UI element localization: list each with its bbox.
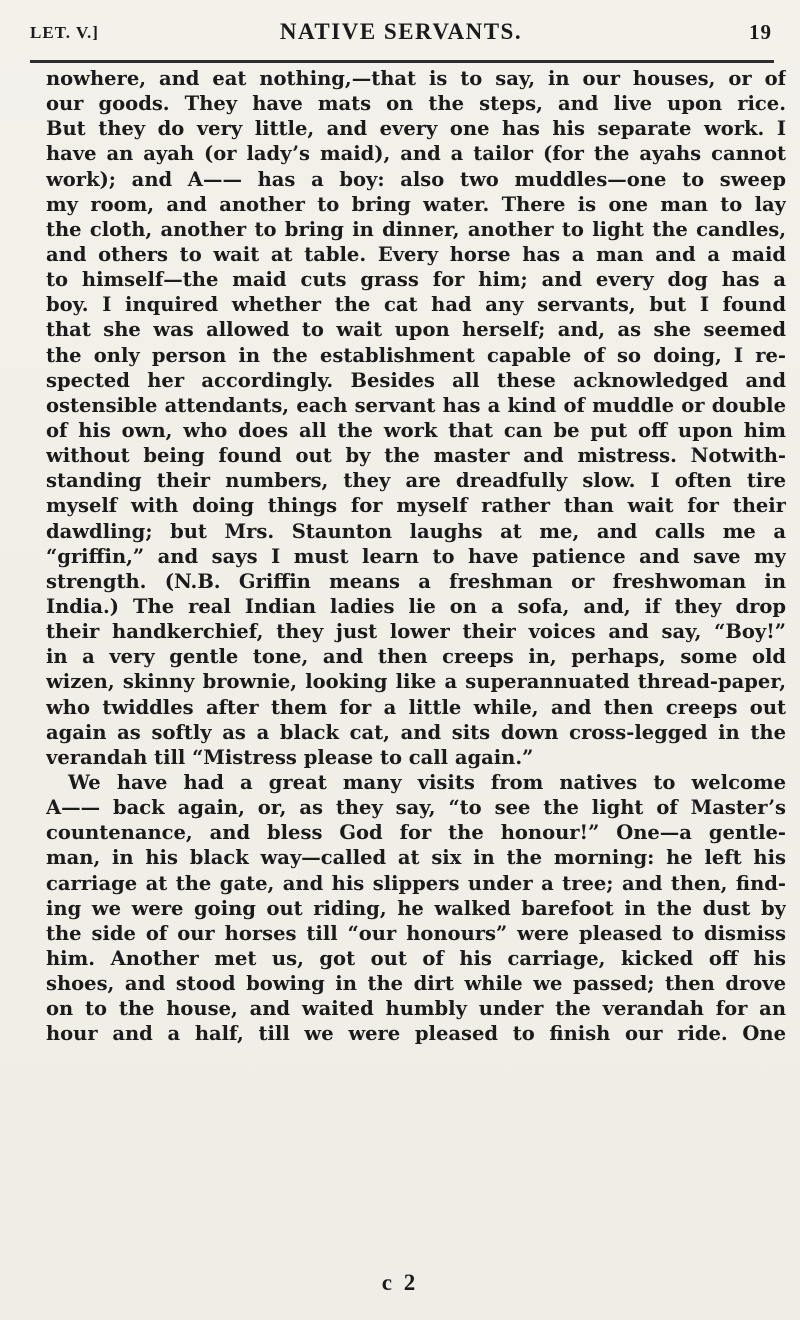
- text-line: hour and a half, till we were pleased to finish our ride. One: [46, 1022, 786, 1046]
- text-line: him. Another met us, got out of his carriage, kicked off his: [46, 946, 786, 970]
- text-line: who twiddles after them for a little while, and then creeps out: [46, 695, 786, 719]
- signature-mark: c 2: [381, 1270, 419, 1295]
- page-title: NATIVE SERVANTS.: [279, 19, 523, 44]
- text-line: nowhere, and eat nothing,—that is to say, in our houses, or of: [46, 67, 786, 90]
- text-line: of his own, who does all the work that can be put off upon him: [46, 418, 786, 442]
- text-line: our goods. They have mats on the steps, and live upon rice.: [46, 92, 786, 116]
- text-line: man, in his black way—called at six in the morning: he left his: [46, 846, 786, 870]
- text-line: verandah till “Mistress please to call again.”: [46, 745, 534, 769]
- text-line: and others to wait at table. Every horse has a man and a maid: [46, 242, 786, 266]
- text-line: that she was allowed to wait upon herself; and, as she seemed: [46, 318, 786, 342]
- text-line: without being found out by the master and mistress. Notwith-: [46, 444, 786, 468]
- text-line: wizen, skinny brownie, looking like a superannuated thread-paper,: [46, 670, 786, 694]
- text-line: spected her accordingly. Besides all these acknowledged and: [46, 368, 786, 392]
- text-line: their handkerchief, they just lower their voices and say, “Boy!”: [46, 620, 786, 644]
- text-line: again as softly as a black cat, and sits down cross-legged in the: [46, 720, 786, 744]
- text-line: shoes, and stood bowing in the dirt while we passed; then drove: [46, 972, 786, 996]
- text-line: on to the house, and waited humbly under the verandah for an: [46, 997, 786, 1021]
- running-head: [30, 10, 772, 54]
- text-line: to himself—the maid cuts grass for him; and every dog has a: [46, 268, 786, 292]
- body-text: [46, 66, 786, 1046]
- text-line: standing their numbers, they are dreadfully slow. I often tire: [46, 469, 786, 493]
- page-number: 19: [749, 20, 772, 44]
- text-line: But they do very little, and every one has his separate work. I: [46, 117, 786, 141]
- text-line: boy. I inquired whether the cat had any servants, but I found: [46, 293, 786, 317]
- text-line: myself with doing things for myself rather than wait for their: [46, 494, 786, 518]
- text-line: “griffin,” and says I must learn to have patience and save my: [46, 544, 786, 568]
- text-line: in a very gentle tone, and then creeps in, perhaps, some old: [46, 645, 786, 669]
- text-line: the cloth, another to bring in dinner, another to light the candles,: [46, 217, 786, 241]
- text-line: work); and A—— has a boy: also two muddles—one to sweep: [46, 167, 786, 191]
- text-line: countenance, and bless God for the honour!” One—a gentle-: [46, 821, 786, 845]
- text-line: dawdling; but Mrs. Staunton laughs at me, and calls me a: [46, 519, 786, 543]
- letter-number: LET. V.]: [30, 23, 99, 42]
- text-line: strength. (N.B. Griffin means a freshman or freshwoman in: [46, 569, 786, 593]
- text-line: the side of our horses till “our honours” were pleased to dismiss: [46, 921, 786, 945]
- text-line: carriage at the gate, and his slippers under a tree; and then, find-: [46, 871, 786, 895]
- text-line: the only person in the establishment capable of so doing, I re-: [46, 343, 786, 367]
- header-rule: [30, 60, 774, 63]
- text-line: my room, and another to bring water. There is one man to lay: [46, 192, 786, 216]
- text-line: We have had a great many visits from natives to welcome: [68, 770, 786, 794]
- text-line: A—— back again, or, as they say, “to see the light of Master’s: [46, 796, 786, 820]
- text-line: ostensible attendants, each servant has a kind of muddle or double: [46, 393, 786, 417]
- text-line: India.) The real Indian ladies lie on a sofa, and, if they drop: [46, 594, 786, 618]
- text-line: have an ayah (or lady’s maid), and a tailor (for the ayahs cannot: [46, 142, 786, 166]
- text-line: ing we were going out riding, he walked barefoot in the dust by: [46, 896, 786, 920]
